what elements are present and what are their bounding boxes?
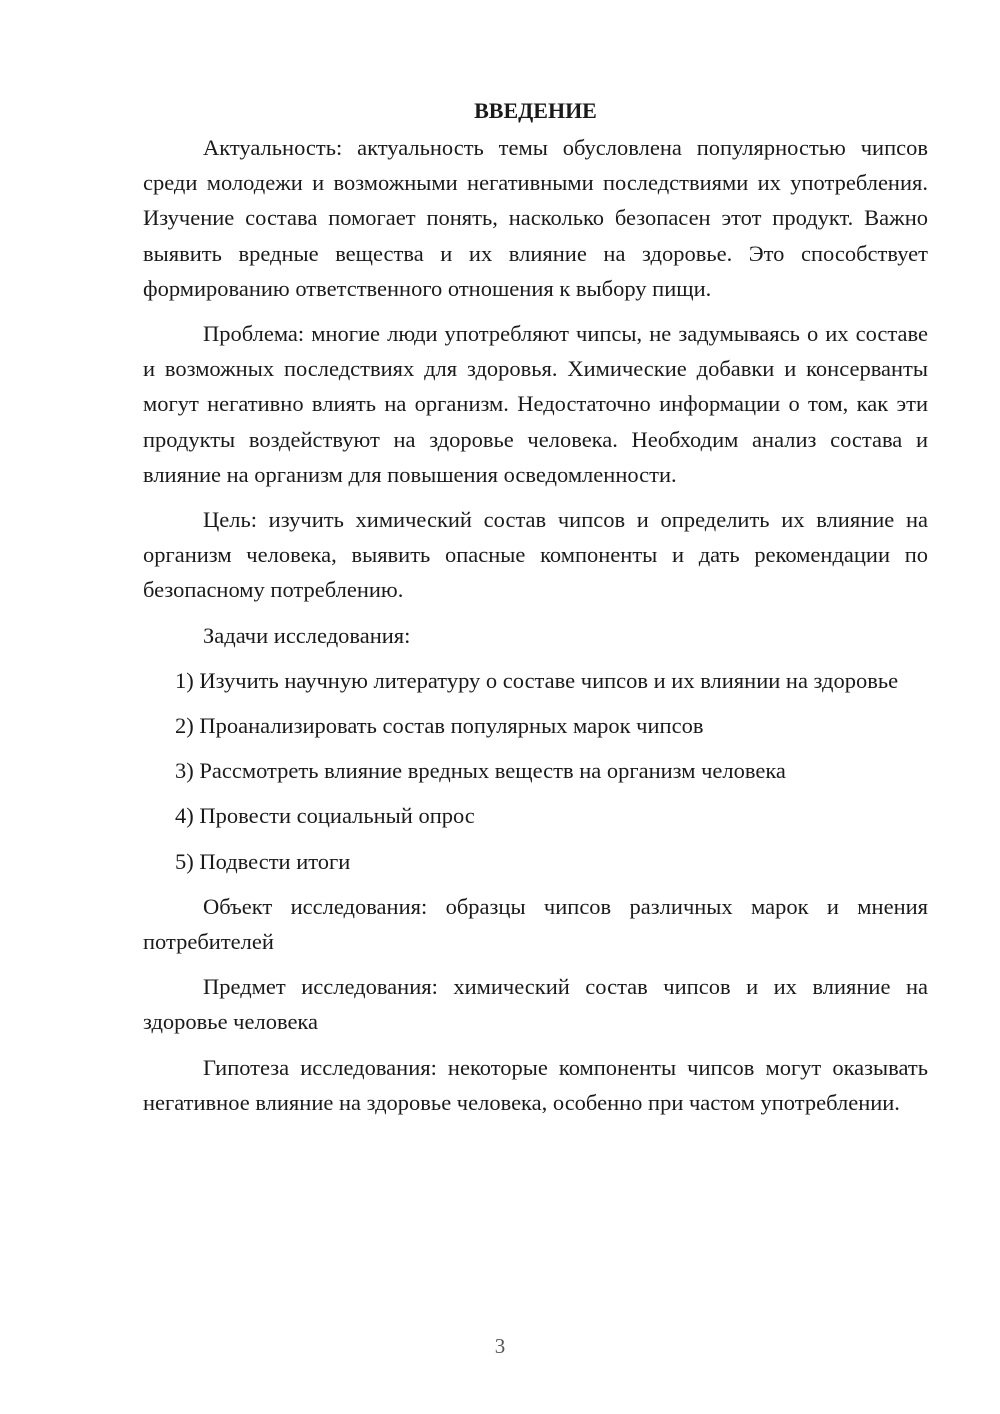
paragraph-relevance: Актуальность: актуальность темы обусловлена популярностью чипсов среди молодежи и возможными негативными последствиями их употребления. Изучение состава помогает понять, насколько безопасен этот продукт. Важно выявить вредные вещества и их влияние на здоровье. Это способствует формированию ответственного отношения к выбору пищи. — [143, 135, 928, 301]
tasks-heading: Задачи исследования: — [203, 622, 411, 648]
paragraph-goal: Цель: изучить химический состав чипсов и определить их влияние на организм человека, выявить опасные компоненты и дать рекомендации по безопасному потреблению. — [143, 507, 928, 603]
task-item-4: 4) Провести социальный опрос — [175, 803, 475, 829]
page-title: ВВЕДЕНИЕ — [474, 98, 597, 123]
paragraph-object: Объект исследования: образцы чипсов различных марок и мнения потребителей — [143, 893, 928, 955]
task-item-3: 3) Рассмотреть влияние вредных веществ на организм человека — [175, 758, 786, 784]
paragraph-subject: Предмет исследования: химический состав чипсов и их влияние на здоровье человека — [143, 974, 928, 1035]
paragraph-hypothesis: Гипотеза исследования: некоторые компоненты чипсов могут оказывать негативное влияние на здоровье человека, особенно при частом употреблении. — [143, 1054, 928, 1115]
task-item-2: 2) Проанализировать состав популярных марок чипсов — [175, 713, 704, 739]
page-number: 3 — [494, 1334, 506, 1358]
paragraph-problem: Проблема: многие люди употребляют чипсы, не задумываясь о их составе и возможных последствиях для здоровья. Химические добавки и консерванты могут негативно влиять на организм. Недостаточно информации о том, как эти продукты воздействуют на здоровье человека. Необходим анализ состава и влияние на организм для повышения осведомленности. — [143, 321, 928, 487]
document-body — [143, 93, 928, 1120]
task-item-1: 1) Изучить научную литературу о составе чипсов и их влиянии на здоровье — [175, 667, 899, 693]
task-item-5: 5) Подвести итоги — [175, 848, 351, 874]
